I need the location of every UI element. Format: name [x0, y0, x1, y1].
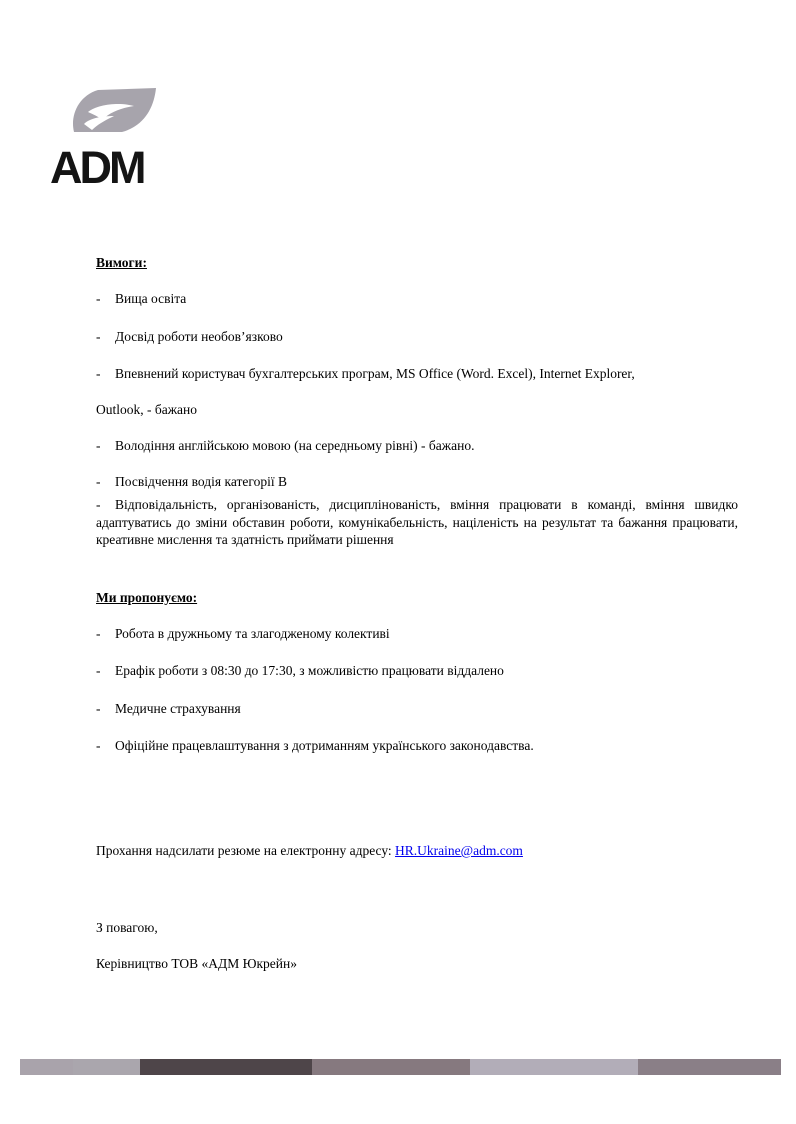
- requirement-paragraph: [96, 496, 738, 549]
- requirement-item: [96, 437, 474, 454]
- requirement-text: Володіння англійською мовою (на середньому рівні) - бажано.: [115, 438, 475, 453]
- requirement-text: Відповідальність, організованість, дисциплінованість, вміння працювати в команді, вміння швидко адаптуватись до зміни обставин роботи, комунікабельність, націленість на результат та бажання працювати, креативне мислення та здатність приймати рішення: [96, 497, 738, 547]
- requirement-continuation: Outlook, - бажано: [96, 402, 198, 417]
- dash-bullet: -: [96, 438, 101, 453]
- contact-text: Прохання надсилати резюме на електронну адресу:: [96, 843, 396, 858]
- dash-bullet: -: [96, 474, 101, 489]
- offer-item: [96, 662, 504, 679]
- dash-bullet: -: [96, 738, 101, 753]
- footer-bar-segment: [470, 1059, 638, 1075]
- requirement-text: Впевнений користувач бухгалтерських програм, MS Office (Word. Excel), Internet Explorer,: [115, 366, 635, 381]
- offer-item: [96, 737, 534, 754]
- closing-regards: З повагою,: [96, 920, 158, 935]
- dash-bullet: -: [96, 663, 101, 678]
- requirements-heading: Вимоги:: [96, 255, 147, 270]
- offer-text: Ерафік роботи з 08:30 до 17:30, з можливістю працювати віддалено: [115, 663, 504, 678]
- closing-signature: Керівництво ТОВ «АДМ Юкрейн»: [96, 956, 297, 971]
- footer-bar-segment: [638, 1059, 781, 1075]
- requirement-item: [96, 328, 283, 345]
- offer-text: Робота в дружньому та злагодженому колективі: [115, 626, 390, 641]
- dash-bullet: -: [96, 701, 101, 716]
- contact-line: [96, 842, 523, 859]
- footer-bar-segment: [73, 1059, 140, 1075]
- requirement-item: [96, 365, 635, 382]
- offer-text: Офіційне працевлаштування з дотриманням українського законодавства.: [115, 738, 534, 753]
- footer-bar-segment: [20, 1059, 73, 1075]
- dash-bullet: -: [96, 366, 101, 381]
- requirement-item: [96, 473, 287, 490]
- footer-bar-segment: [312, 1059, 470, 1075]
- leaf-shape: [73, 88, 156, 132]
- logo-text: ADM: [50, 142, 144, 193]
- requirement-item: [96, 290, 186, 307]
- offer-item: [96, 625, 390, 642]
- offers-heading: Ми пропонуємо:: [96, 590, 198, 605]
- dash-bullet: -: [96, 329, 101, 344]
- requirement-text: Досвід роботи необов’язково: [115, 329, 283, 344]
- dash-bullet: -: [96, 291, 101, 306]
- email-link[interactable]: HR.Ukraine@adm.com: [395, 843, 523, 858]
- leaf-logo-icon: [68, 86, 158, 134]
- requirement-text: Посвідчення водія категорії В: [115, 474, 287, 489]
- dash-bullet: -: [96, 497, 101, 512]
- requirement-text: Вища освіта: [115, 291, 187, 306]
- offer-text: Медичне страхування: [115, 701, 241, 716]
- dash-bullet: -: [96, 626, 101, 641]
- adm-logo: [50, 84, 162, 194]
- footer-bar-segment: [140, 1059, 312, 1075]
- footer-color-bar: [20, 1059, 781, 1075]
- offer-item: [96, 700, 241, 717]
